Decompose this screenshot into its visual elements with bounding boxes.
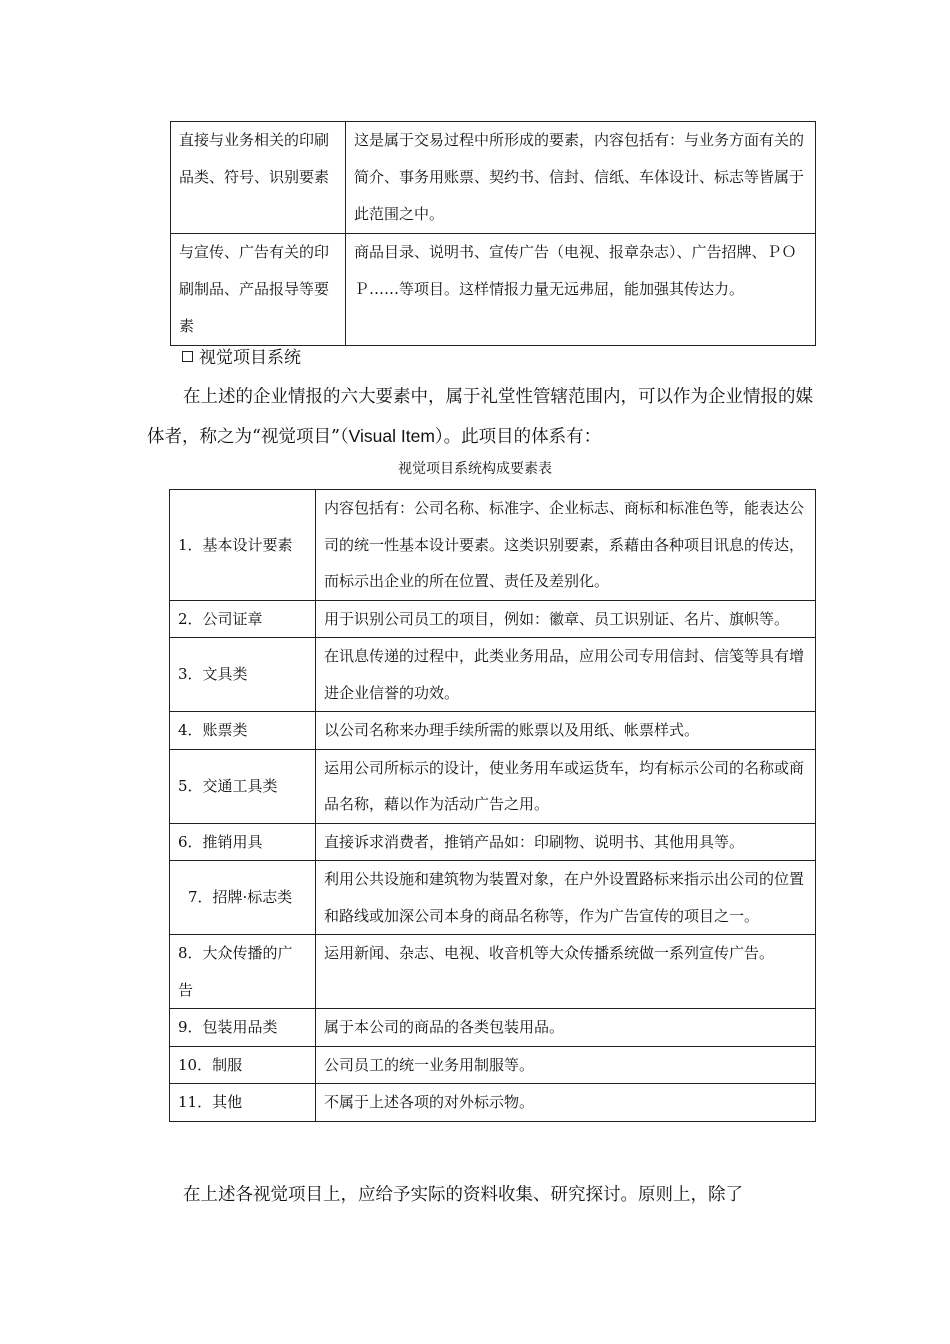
row-content: 运用新闻、杂志、电视、收音机等大众传播系统做一系列宣传广告。 [316,935,816,1009]
row-label: 11．其他 [170,1084,316,1122]
row-content: 内容包括有：公司名称、标准字、企业标志、商标和标准色等，能表达公司的统一性基本设计要素。这类识别要素，系藉由各种项目讯息的传达，而标示出企业的所在位置、责任及差别化。 [316,490,816,601]
closing-paragraph: 在上述各视觉项目上，应给予实际的资料收集、研究探讨。原则上，除了 [183,1185,743,1205]
row-content: 在讯息传递的过程中，此类业务用品，应用公司专用信封、信笺等具有增进企业信誉的功效。 [316,638,816,712]
row-content: 用于识别公司员工的项目，例如：徽章、员工识别证、名片、旗帜等。 [316,600,816,638]
table-row [170,749,816,823]
top-table [170,121,816,346]
row-content: 不属于上述各项的对外标示物。 [316,1084,816,1122]
intro-paragraph [147,378,817,457]
row-label: 3．文具类 [170,638,316,712]
square-bullet-icon [182,351,193,362]
row-label: 与宣传、广告有关的印刷制品、产品报导等要素 [171,234,346,346]
section-heading-text: 视觉项目系统 [199,348,301,368]
row-label: 7．招牌·标志类 [170,861,316,935]
row-content: 这是属于交易过程中所形成的要素，内容包括有：与业务方面有关的简介、事务用账票、契约书、信封、信纸、车体设计、标志等皆属于此范围之中。 [346,122,816,234]
row-label: 6．推销用具 [170,823,316,861]
table-row [170,823,816,861]
table-row [171,234,816,346]
table-row [170,861,816,935]
row-label: 2．公司证章 [170,600,316,638]
row-label: 1．基本设计要素 [170,490,316,601]
table-row [171,122,816,234]
row-content: 公司员工的统一业务用制服等。 [316,1046,816,1084]
table-row [170,1009,816,1047]
row-content: 利用公共设施和建筑物为装置对象，在户外设置路标来指示出公司的位置和路线或加深公司本身的商品名称等，作为广告宣传的项目之一。 [316,861,816,935]
paragraph-latin-term: Visual Item [348,426,435,446]
row-content: 直接诉求消费者，推销产品如：印刷物、说明书、其他用具等。 [316,823,816,861]
row-content: 属于本公司的商品的各类包装用品。 [316,1009,816,1047]
row-label: 4．账票类 [170,712,316,750]
row-label: 8．大众传播的广告 [170,935,316,1009]
row-label: 9．包装用品类 [170,1009,316,1047]
section-heading [182,344,301,372]
paragraph-text: 在上述的企业情报的六大要素中，属于礼堂性管辖范围内，可以作为企业情报的媒体者，称之为“视觉项目”（ [147,387,813,447]
table-row [170,490,816,601]
table-row [170,1046,816,1084]
table-row [170,935,816,1009]
row-label: 直接与业务相关的印刷品类、符号、识别要素 [171,122,346,234]
row-content: 运用公司所标示的设计，使业务用车或运货车，均有标示公司的名称或商品名称，藉以作为活动广告之用。 [316,749,816,823]
visual-items-table [169,489,816,1122]
paragraph-text-end: ）。此项目的体系有： [434,427,602,447]
table-row [170,600,816,638]
table-row [170,638,816,712]
row-content: 以公司名称来办理手续所需的账票以及用纸、帐票样式。 [316,712,816,750]
row-label: 10．制服 [170,1046,316,1084]
table-row [170,1084,816,1122]
row-label: 5．交通工具类 [170,749,316,823]
table-row [170,712,816,750]
table-caption: 视觉项目系统构成要素表 [398,461,552,477]
row-content: 商品目录、说明书、宣传广告（电视、报章杂志）、广告招牌、ＰＯＰ……等项目。这样情报力量无远弗屈，能加强其传达力。 [346,234,816,346]
